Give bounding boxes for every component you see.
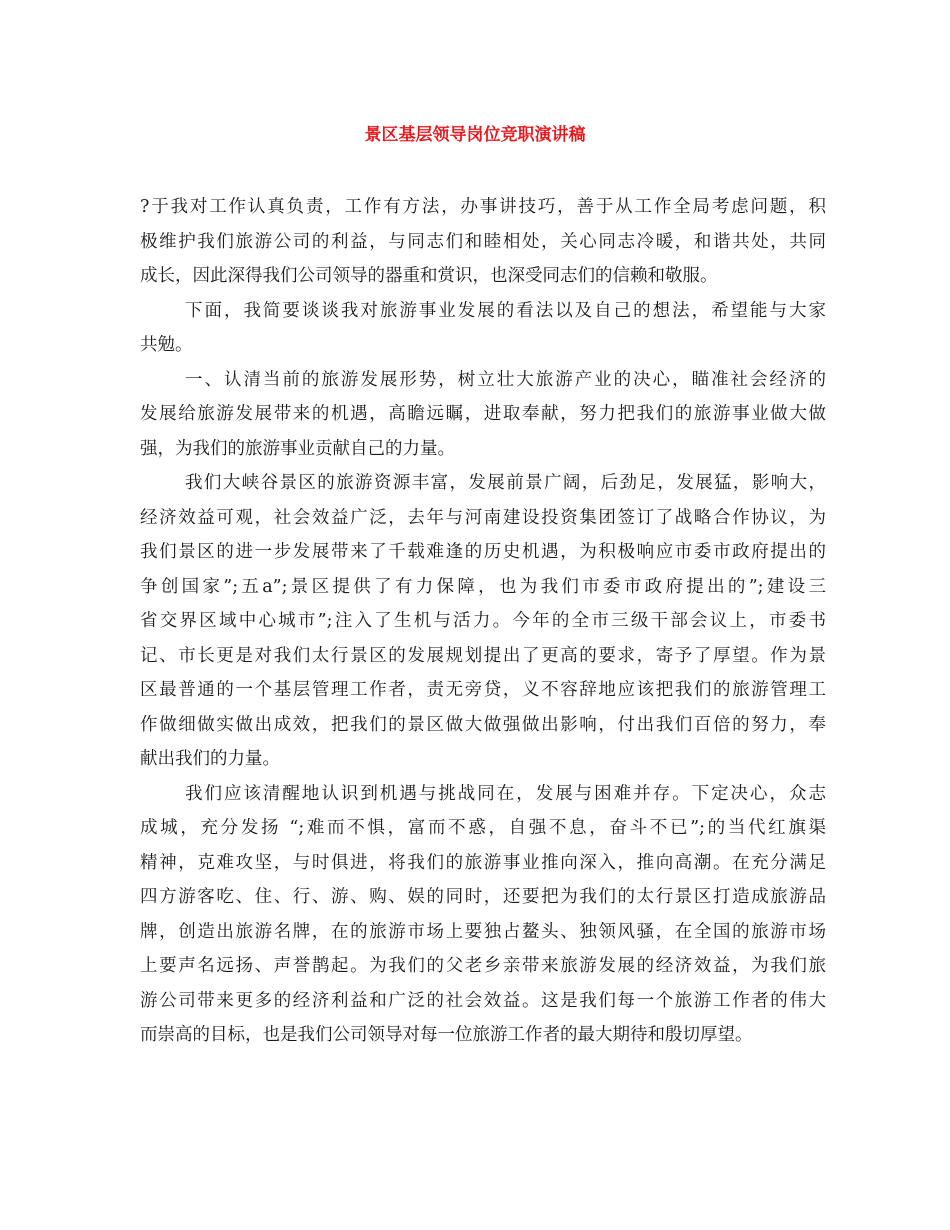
paragraph-line: 作做细做实做出成效，把我们的景区做大做强做出影响，付出我们百倍的努力，奉 — [140, 714, 826, 735]
paragraph-line: 游公司带来更多的经济利益和广泛的社会效益。这是我们每一个旅游工作者的伟大 — [140, 990, 826, 1011]
paragraph-line: 省交界区域中心城市”;注入了生机与活力。今年的全市三级干部会议上，市委书 — [140, 611, 826, 631]
paragraph-line: 发展给旅游发展带来的机遇，高瞻远瞩，进取奉献，努力把我们的旅游事业做大做 — [140, 404, 826, 424]
paragraph — [140, 363, 826, 467]
paragraph-line: 共勉。 — [140, 335, 193, 355]
paragraph — [140, 294, 826, 363]
paragraph — [140, 466, 826, 777]
paragraph-line: 极维护我们旅游公司的利益，与同志们和睦相处，关心同志冷暖，和谐共处，共同 — [140, 231, 826, 252]
paragraph-line: 四方游客吃、住、行、游、购、娱的同时，还要把为我们的太行景区打造成旅游品 — [140, 887, 826, 907]
paragraph-line: 我们景区的进一步发展带来了千载难逢的历史机遇，为积极响应市委市政府提出的 — [140, 542, 826, 562]
paragraph-line: 成长，因此深得我们公司领导的器重和赏识，也深受同志们的信赖和敬服。 — [140, 266, 718, 286]
paragraph-line: 我们应该清醒地认识到机遇与挑战同在，发展与困难并存。下定决心，众志 — [185, 783, 826, 804]
paragraph-line: 我们大峡谷景区的旅游资源丰富，发展前景广阔，后劲足，发展猛，影响大， — [185, 473, 826, 493]
paragraph-line: 争创国家”;五a”;景区提供了有力保障，也为我们市委市政府提出的”;建设三 — [140, 576, 826, 597]
paragraph-line: 区最普通的一个基层管理工作者，责无旁贷，义不容辞地应该把我们的旅游管理工 — [140, 680, 826, 700]
document-body — [140, 190, 826, 1053]
paragraph-line: 下面，我简要谈谈我对旅游事业发展的看法以及自己的想法，希望能与大家 — [185, 300, 826, 321]
paragraph-line: 上要声名远扬、声誉鹊起。为我们的父老乡亲带来旅游发展的经济效益，为我们旅 — [140, 956, 826, 976]
paragraph-line: ?于我对工作认真负责，工作有方法，办事讲技巧，善于从工作全局考虑问题，积 — [140, 197, 826, 217]
paragraph-line: 成城，充分发扬 “;难而不惧，富而不惑，自强不息，奋斗不已”;的当代红旗渠 — [140, 818, 826, 838]
paragraph — [140, 777, 826, 1053]
paragraph-line: 记、市长更是对我们太行景区的发展规划提出了更高的要求，寄予了厚望。作为景 — [140, 645, 826, 666]
paragraph-line: 经济效益可观，社会效益广泛，去年与河南建设投资集团签订了战略合作协议，为 — [140, 507, 826, 528]
paragraph-line: 精神，克难攻坚，与时俱进，将我们的旅游事业推向深入，推向高潮。在充分满足 — [140, 852, 826, 873]
paragraph-line: 强，为我们的旅游事业贡献自己的力量。 — [140, 438, 455, 459]
paragraph-line: 牌，创造出旅游名牌，在的旅游市场上要独占鳌头、独领风骚，在全国的旅游市场 — [140, 921, 826, 942]
paragraph-line: 一、认清当前的旅游发展形势，树立壮大旅游产业的决心，瞄准社会经济的 — [185, 369, 826, 390]
paragraph-line: 而崇高的目标，也是我们公司领导对每一位旅游工作者的最大期待和殷切厚望。 — [140, 1025, 753, 1045]
document-title: 景区基层领导岗位竞职演讲稿 — [364, 125, 586, 145]
paragraph-line: 献出我们的力量。 — [140, 749, 280, 769]
paragraph — [140, 190, 826, 294]
